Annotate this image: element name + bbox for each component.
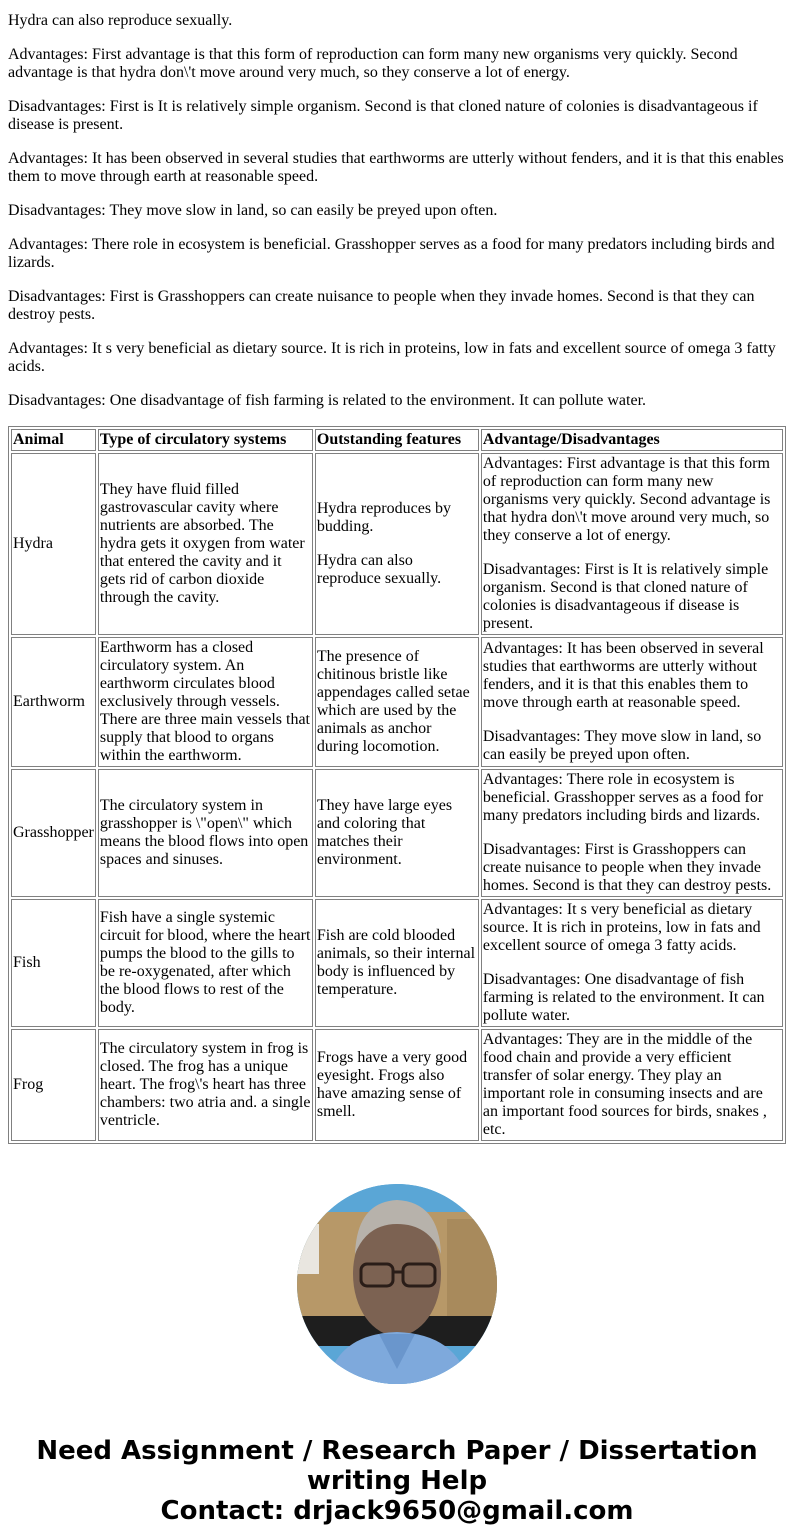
- intro-paragraph: Advantages: It s very beneficial as dietary source. It is rich in proteins, low in fats and excellent source of omega 3 fatty acids.: [8, 340, 776, 375]
- advantages-text: Advantages: There role in ecosystem is beneficial. Grasshopper serves as a food for many predators including birds and lizards.: [482, 771, 764, 824]
- header-animal: Animal: [11, 429, 96, 451]
- cell-animal: Hydra: [11, 453, 96, 635]
- advantages-text: Advantages: First advantage is that this form of reproduction can form many new organisms very quickly. Second advantage is that hydra don\'t move around very much, so they conserve a lot of energy.: [482, 455, 771, 544]
- cell-animal: Frog: [11, 1029, 96, 1141]
- cell-features: [315, 769, 479, 897]
- cell-animal: Earthworm: [11, 637, 96, 767]
- circulatory-systems-table: [8, 426, 786, 1144]
- intro-paragraph: Disadvantages: They move slow in land, so can easily be preyed upon often.: [8, 202, 498, 219]
- cell-features: [315, 1029, 479, 1141]
- cell-circulatory-type: The circulatory system in frog is closed. The frog has a unique heart. The frog\'s heart has three chambers: two atria and. a single ventricle.: [98, 1029, 313, 1141]
- feature-text: The presence of chitinous bristle like appendages called setae which are used by the animals as anchor during locomotion.: [316, 648, 470, 755]
- feature-text: Hydra reproduces by budding.: [316, 500, 452, 535]
- advantages-text: Advantages: It s very beneficial as dietary source. It is rich in proteins, low in fats and excellent source of omega 3 fatty acids.: [482, 901, 761, 954]
- intro-paragraph: Advantages: First advantage is that this form of reproduction can form many new organisms very quickly. Second advantage is that hydra don\'t move around very much, so they conserve a lot of energy.: [8, 46, 738, 81]
- intro-paragraph: Disadvantages: First is It is relatively simple organism. Second is that cloned nature of colonies is disadvantageous if disease is present.: [8, 98, 758, 133]
- cta-contact-email[interactable]: Contact: drjack9650@gmail.com: [160, 1496, 634, 1526]
- table-row: [11, 637, 783, 767]
- cell-advantages: [481, 1029, 783, 1141]
- table-header-row: [11, 429, 783, 451]
- feature-text: Fish are cold blooded animals, so their internal body is influenced by temperature.: [316, 927, 476, 998]
- cta-headline: Need Assignment / Research Paper / Dissertation writing Help: [36, 1436, 758, 1496]
- contact-banner: [8, 1436, 786, 1526]
- intro-text: [8, 12, 786, 410]
- cell-features: [315, 899, 479, 1027]
- disadvantages-text: Disadvantages: One disadvantage of fish farming is related to the environment. It can pollute water.: [482, 971, 765, 1024]
- disadvantages-text: Disadvantages: They move slow in land, so can easily be preyed upon often.: [482, 728, 762, 763]
- table-row: [11, 1029, 783, 1141]
- header-advantages: Advantage/Disadvantages: [481, 429, 783, 451]
- table-row: [11, 899, 783, 1027]
- disadvantages-text: Disadvantages: First is It is relatively simple organism. Second is that cloned nature of colonies is disadvantageous if disease is present.: [482, 561, 769, 632]
- intro-paragraph: Advantages: It has been observed in several studies that earthworms are utterly without fenders, and it is that this enables them to move through earth at reasonable speed.: [8, 150, 784, 185]
- cell-animal: Grasshopper: [11, 769, 96, 897]
- portrait-image: [297, 1184, 497, 1384]
- cell-advantages: [481, 637, 783, 767]
- cell-circulatory-type: The circulatory system in grasshopper is \"open\" which means the blood flows into open spaces and sinuses.: [98, 769, 313, 897]
- cell-circulatory-type: Fish have a single systemic circuit for blood, where the heart pumps the blood to the gills to be re-oxygenated, after which the blood flows to rest of the body.: [98, 899, 313, 1027]
- header-circulatory-type: Type of circulatory systems: [98, 429, 313, 451]
- cell-circulatory-type: They have fluid filled gastrovascular cavity where nutrients are absorbed. The hydra gets it oxygen from water that entered the cavity and it gets rid of carbon dioxide through the cavity.: [98, 453, 313, 635]
- advantages-text: Advantages: It has been observed in several studies that earthworms are utterly without fenders, and it is that this enables them to move through earth at reasonable speed.: [482, 640, 764, 711]
- avatar-container: [8, 1184, 786, 1384]
- cell-advantages: [481, 453, 783, 635]
- table-row: [11, 769, 783, 897]
- intro-paragraph: Advantages: There role in ecosystem is beneficial. Grasshopper serves as a food for many predators including birds and lizards.: [8, 236, 775, 271]
- intro-paragraph: Disadvantages: First is Grasshoppers can create nuisance to people when they invade homes. Second is that they can destroy pests.: [8, 288, 755, 323]
- intro-paragraph: Hydra can also reproduce sexually.: [8, 12, 233, 29]
- feature-text: They have large eyes and coloring that matches their environment.: [316, 797, 453, 868]
- cell-animal: Fish: [11, 899, 96, 1027]
- feature-text: Frogs have a very good eyesight. Frogs also have amazing sense of smell.: [316, 1049, 468, 1120]
- cell-advantages: [481, 899, 783, 1027]
- cell-circulatory-type: Earthworm has a closed circulatory system. An earthworm circulates blood exclusively through vessels. There are three main vessels that supply that blood to organs within the earthworm.: [98, 637, 313, 767]
- advantages-text: Advantages: They are in the middle of the food chain and provide a very efficient transfer of solar energy. They play an important role in consuming insects and are an important food sources for birds, snakes , etc.: [482, 1031, 767, 1138]
- cell-features: [315, 637, 479, 767]
- cell-features: [315, 453, 479, 635]
- disadvantages-text: Disadvantages: First is Grasshoppers can create nuisance to people when they invade homes. Second is that they can destroy pests.: [482, 841, 772, 894]
- header-outstanding-features: Outstanding features: [315, 429, 479, 451]
- cell-advantages: [481, 769, 783, 897]
- feature-text: Hydra can also reproduce sexually.: [316, 552, 442, 587]
- table-row: [11, 453, 783, 635]
- intro-paragraph: Disadvantages: One disadvantage of fish farming is related to the environment. It can pollute water.: [8, 392, 647, 409]
- author-avatar: [297, 1184, 497, 1384]
